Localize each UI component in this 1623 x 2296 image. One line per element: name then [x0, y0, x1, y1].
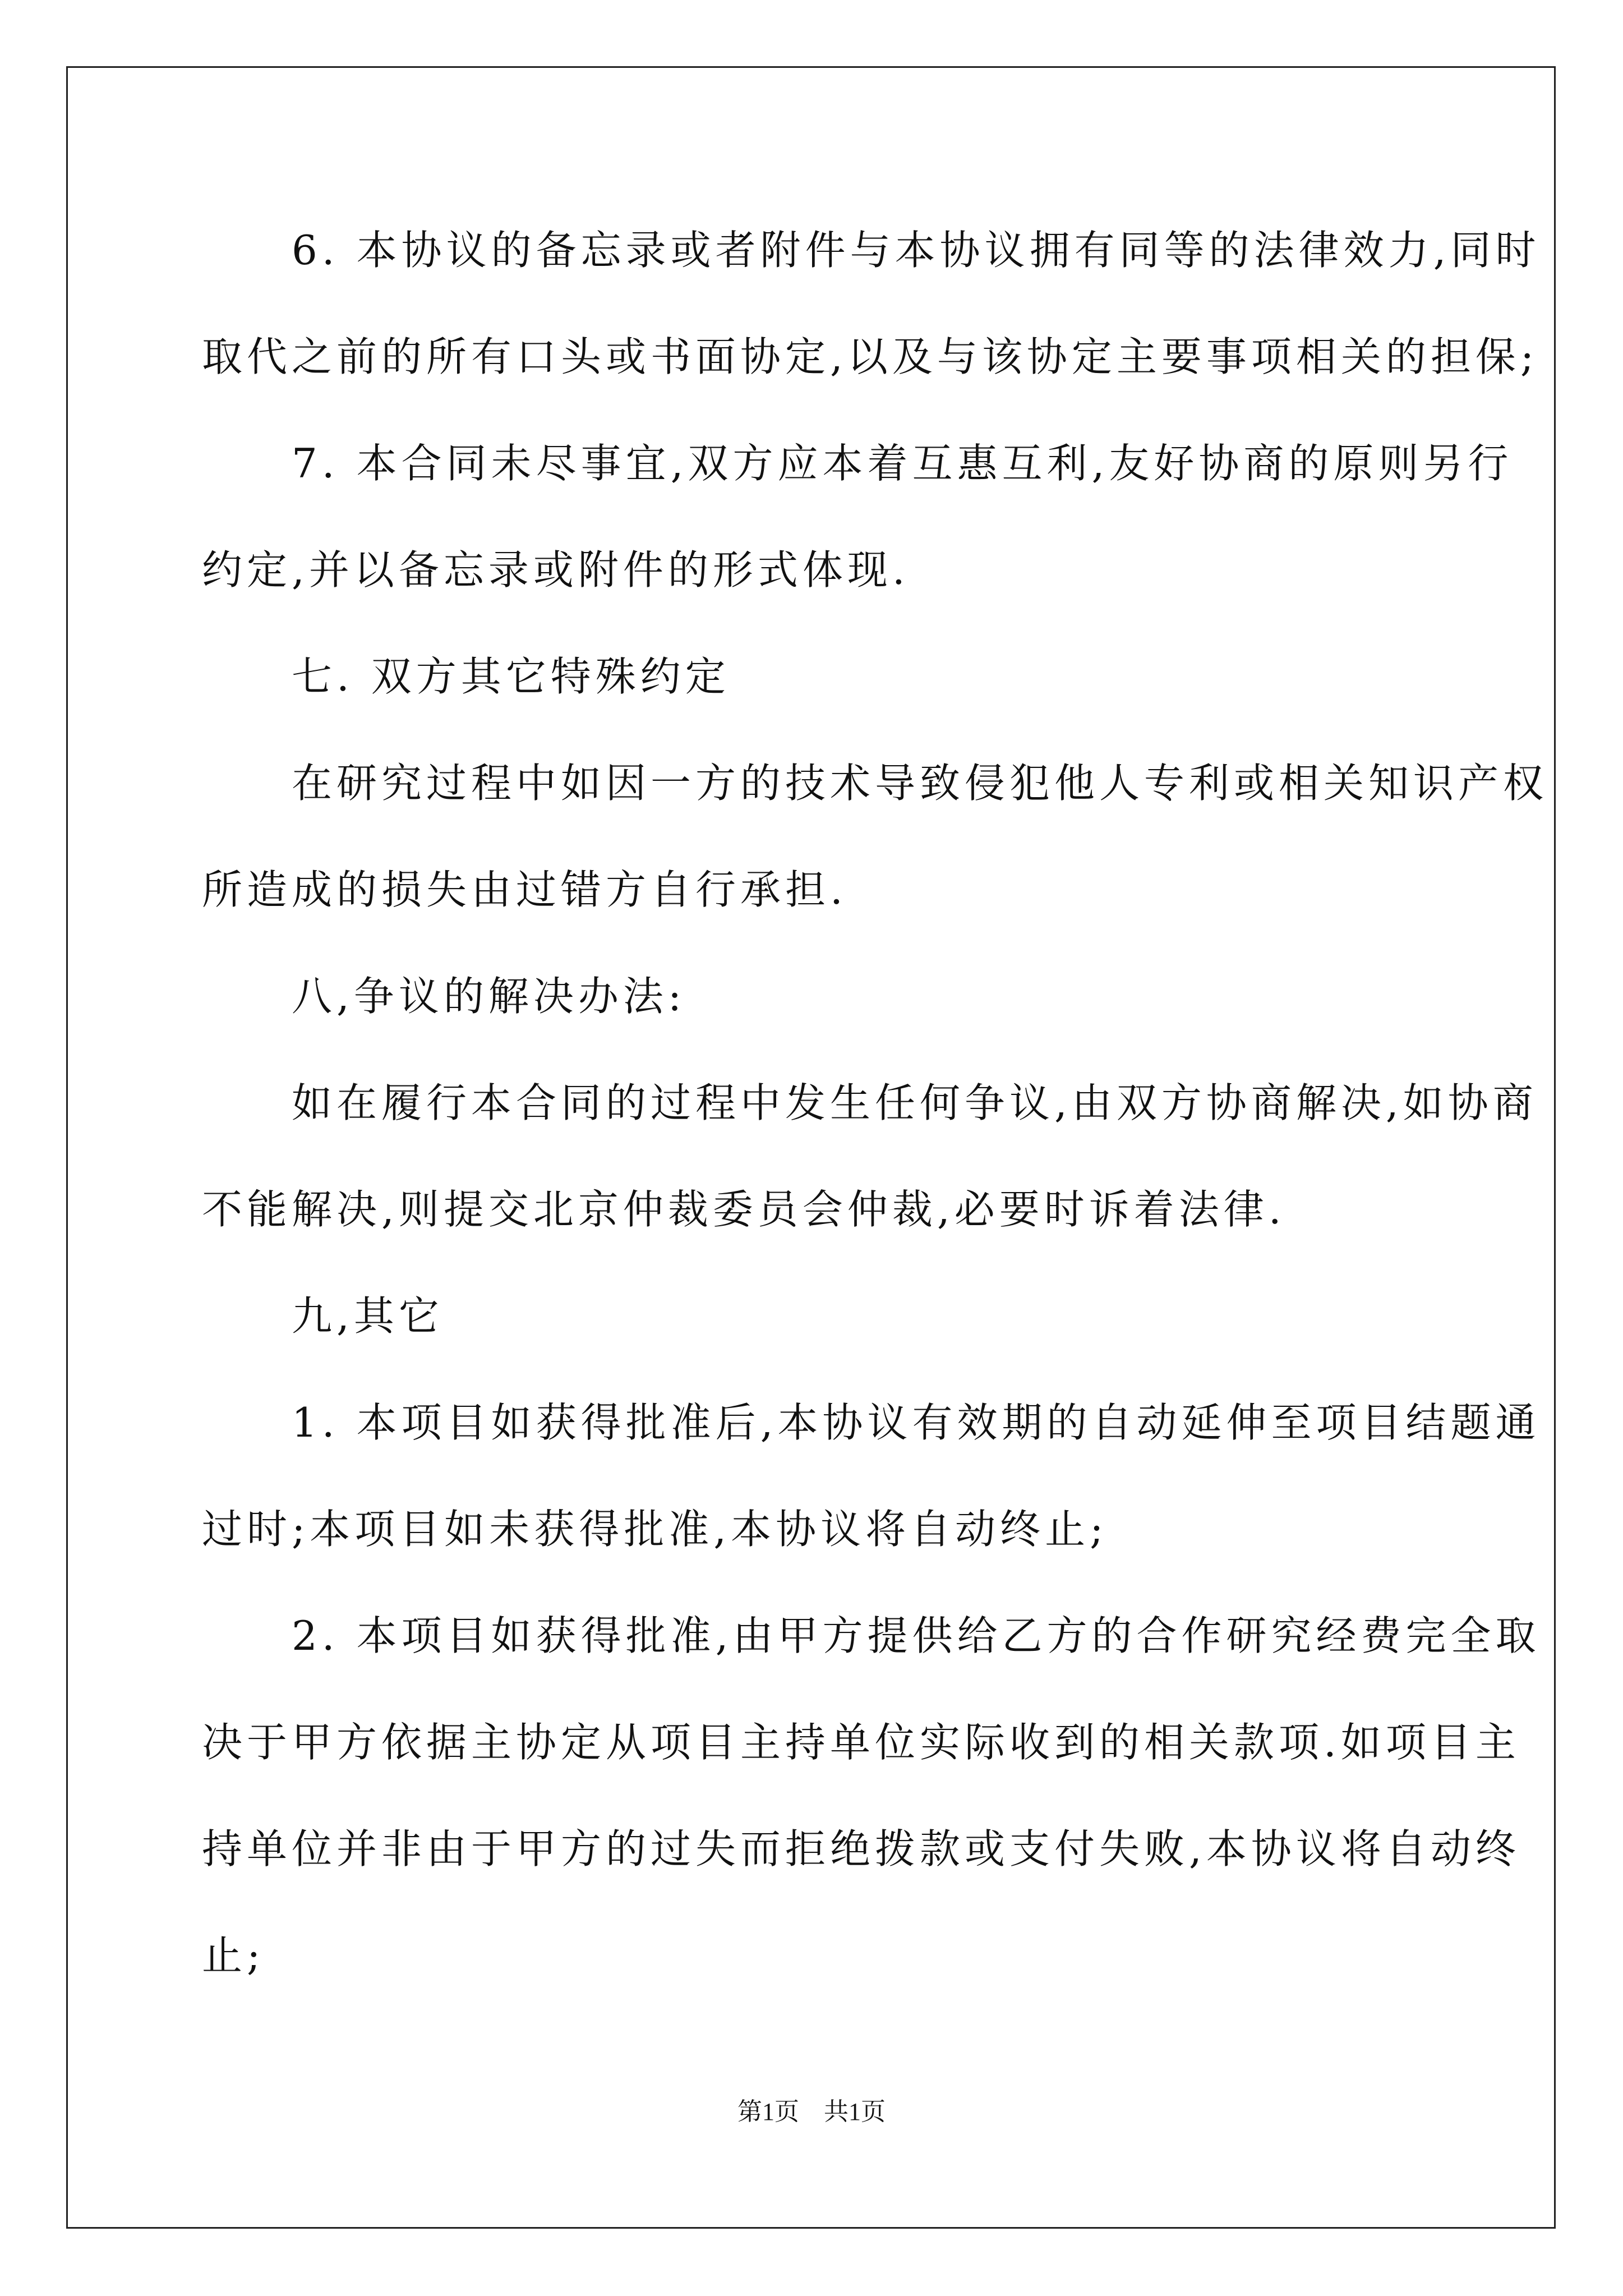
text-line: 7. 本合同未尽事宜,双方应本着互惠互利,友好协商的原则另行 — [202, 440, 1513, 487]
text-line: 6. 本协议的备忘录或者附件与本协议拥有同等的法律效力,同时 — [202, 227, 1541, 274]
section-heading: 八,争议的解决办法: — [202, 973, 686, 1020]
text-line: 持单位并非由于甲方的过失而拒绝拨款或支付失败,本协议将自动终 — [202, 1825, 1520, 1872]
text-line: 在研究过程中如因一方的技术导致侵犯他人专利或相关知识产权 — [202, 760, 1548, 807]
page-number: 第1页 共1页 — [737, 2098, 886, 2125]
section-heading: 九,其它 — [202, 1292, 444, 1340]
text-line: 2. 本项目如获得批准,由甲方提供给乙方的合作研究经费完全取 — [202, 1612, 1541, 1659]
text-line: 如在履行本合同的过程中发生任何争议,由双方协商解决,如协商 — [202, 1079, 1538, 1126]
text-line: 止; — [202, 1932, 265, 1979]
text-line: 所造成的损失由过错方自行承担. — [202, 866, 847, 913]
text-line: 取代之前的所有口头或书面协定,以及与该协定主要事项相关的担保; — [202, 333, 1539, 380]
text-line: 约定,并以备忘录或附件的形式体现. — [202, 546, 910, 593]
text-line: 不能解决,则提交北京仲裁委员会仲裁,必要时诉着法律. — [202, 1186, 1286, 1233]
page-border — [66, 66, 1556, 2229]
text-line: 1. 本项目如获得批准后,本协议有效期的自动延伸至项目结题通 — [202, 1399, 1541, 1446]
text-line: 决于甲方依据主协定从项目主持单位实际收到的相关款项.如项目主 — [202, 1719, 1520, 1766]
section-heading: 七. 双方其它特殊约定 — [202, 653, 730, 700]
text-line: 过时;本项目如未获得批准,本协议将自动终止; — [202, 1506, 1108, 1553]
